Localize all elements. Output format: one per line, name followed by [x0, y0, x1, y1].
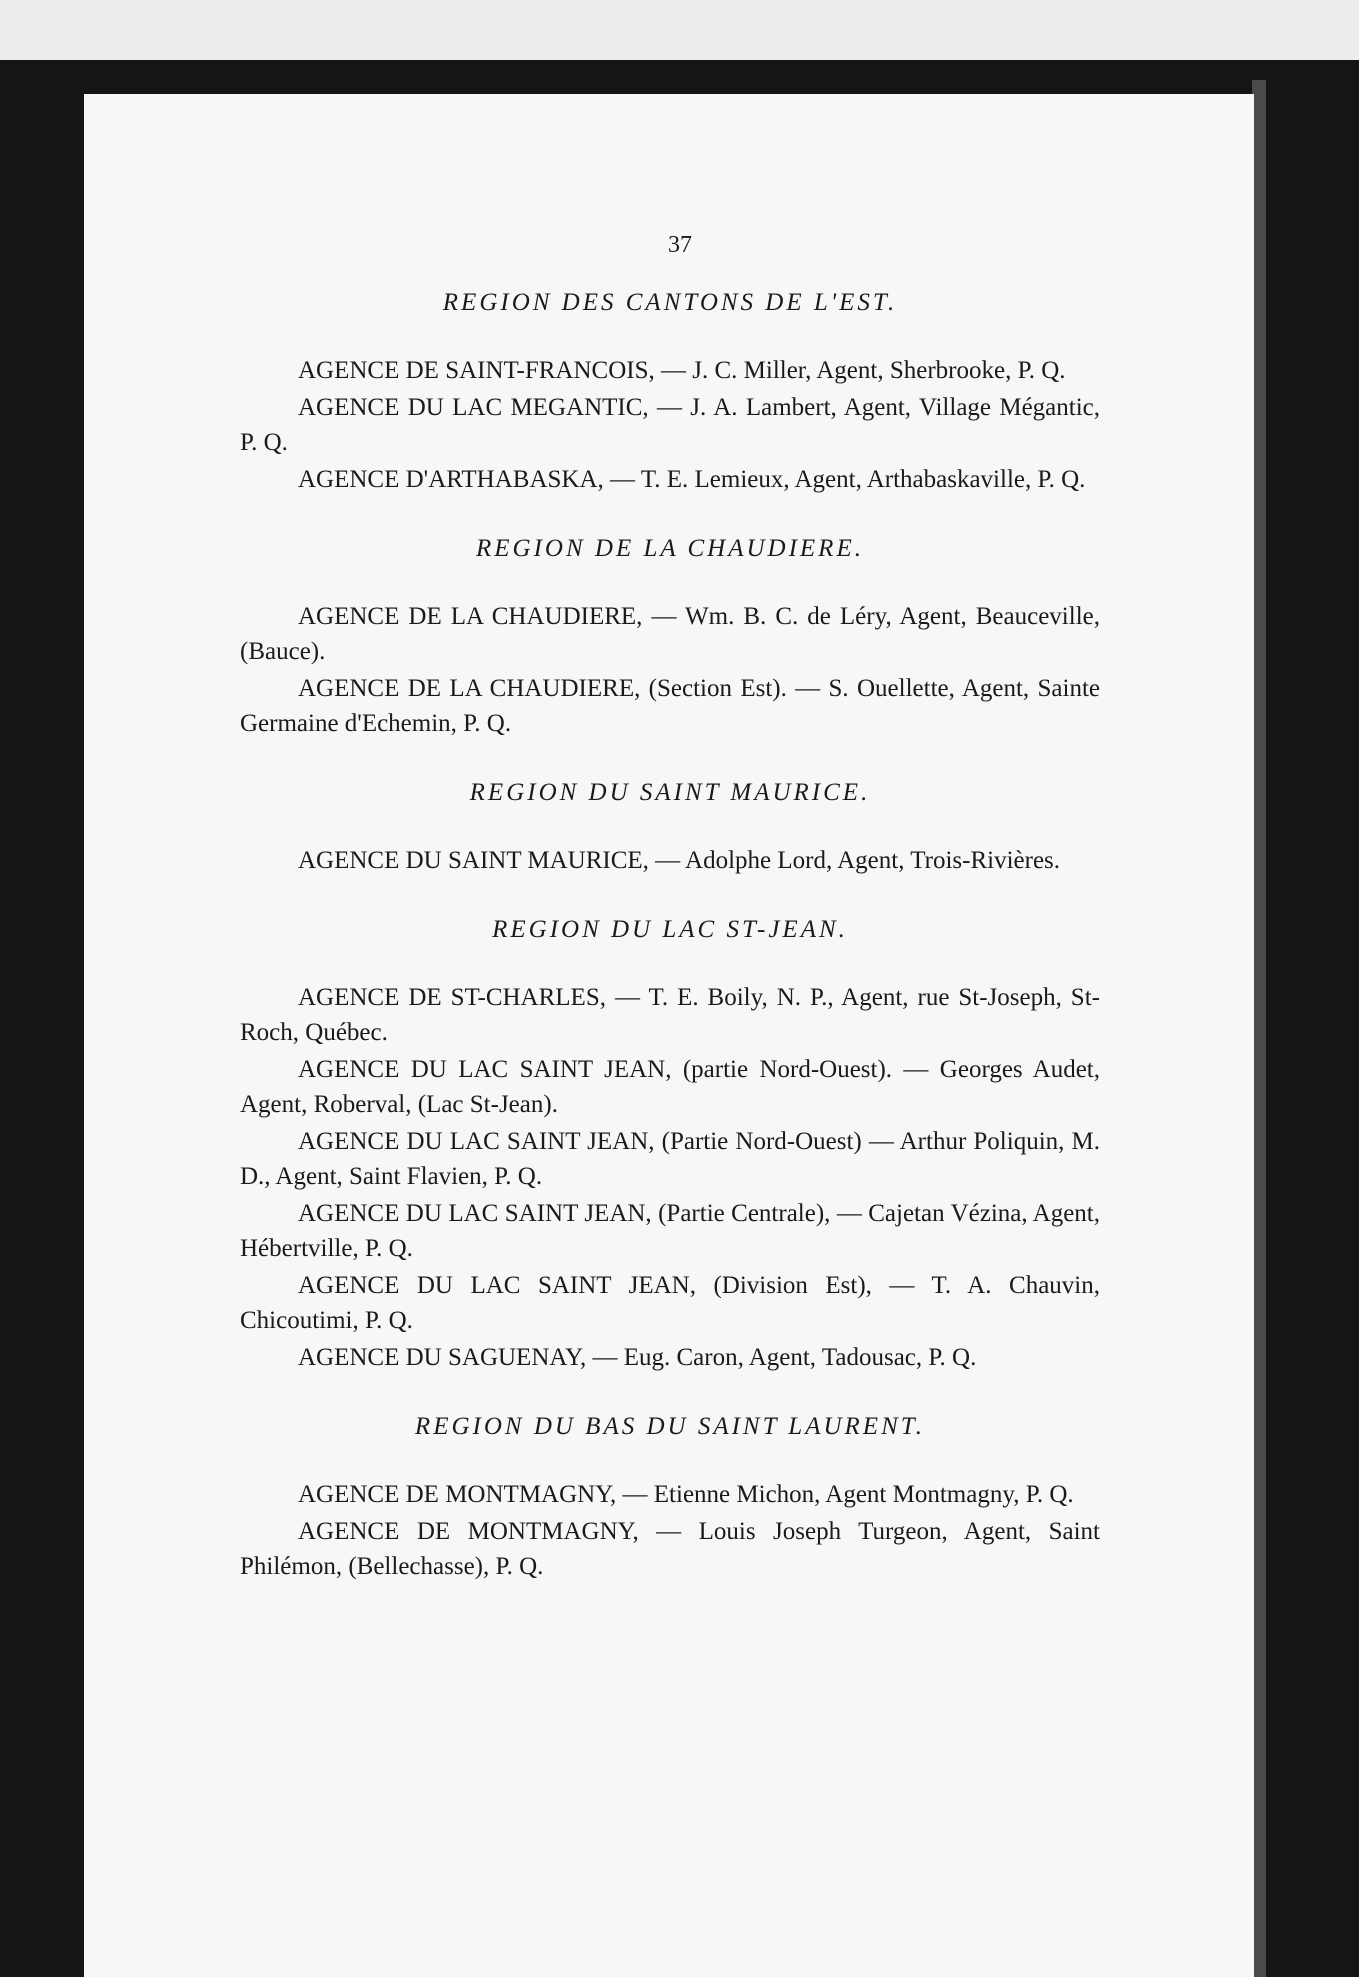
scan-border-top	[0, 60, 1359, 94]
region-heading: REGION DU BAS DU SAINT LAURENT.	[414, 1413, 926, 1440]
page-edge-right	[1252, 80, 1266, 1977]
region-heading: REGION DE LA CHAUDIERE.	[476, 535, 864, 562]
page-content	[240, 232, 1100, 1622]
region-section-bas-saint-laurent	[240, 1413, 1100, 1584]
region-section-cantons-est	[240, 289, 1100, 497]
region-heading: REGION DU SAINT MAURICE.	[469, 779, 871, 806]
scan-border-right	[1262, 70, 1359, 1977]
region-section-saint-maurice	[240, 779, 1100, 878]
agency-entry: AGENCE DU LAC SAINT JEAN, (Partie Nord-Ouest) — Arthur Poliquin, M. D., Agent, Saint Flavien, P. Q.	[240, 1128, 1100, 1190]
agency-entry: AGENCE DE MONTMAGNY, — Louis Joseph Turgeon, Agent, Saint Philémon, (Bellechasse), P. Q.	[240, 1518, 1100, 1580]
region-heading: REGION DU LAC ST-JEAN.	[492, 916, 848, 943]
agency-entry: AGENCE DE SAINT-FRANCOIS, — J. C. Miller, Agent, Sherbrooke, P. Q.	[298, 357, 1066, 384]
agency-entry: AGENCE DE ST-CHARLES, — T. E. Boily, N. P., Agent, rue St-Joseph, St-Roch, Québec.	[240, 984, 1100, 1046]
agency-entry: AGENCE DE LA CHAUDIERE, — Wm. B. C. de Léry, Agent, Beauceville, (Bauce).	[240, 603, 1100, 665]
agency-entry: AGENCE DU LAC SAINT JEAN, (partie Nord-Ouest). — Georges Audet, Agent, Roberval, (Lac St-Jean).	[240, 1056, 1100, 1118]
agency-entry: AGENCE DU LAC SAINT JEAN, (Division Est), — T. A. Chauvin, Chicoutimi, P. Q.	[240, 1272, 1100, 1334]
region-section-chaudiere	[240, 535, 1100, 741]
agency-entry: AGENCE DU LAC SAINT JEAN, (Partie Centrale), — Cajetan Vézina, Agent, Hébertville, P. Q.	[240, 1200, 1100, 1262]
agency-entry: AGENCE D'ARTHABASKA, — T. E. Lemieux, Agent, Arthabaskaville, P. Q.	[298, 466, 1086, 493]
scan-border-left	[0, 80, 84, 1977]
agency-entry: AGENCE DU SAINT MAURICE, — Adolphe Lord, Agent, Trois-Rivières.	[298, 847, 1061, 874]
agency-entry: AGENCE DE LA CHAUDIERE, (Section Est). — S. Ouellette, Agent, Sainte Germaine d'Echemin, P. Q.	[240, 675, 1100, 737]
region-section-lac-st-jean	[240, 916, 1100, 1375]
agency-entry: AGENCE DU LAC MEGANTIC, — J. A. Lambert, Agent, Village Mégantic, P. Q.	[240, 394, 1100, 456]
agency-entry: AGENCE DE MONTMAGNY, — Etienne Michon, Agent Montmagny, P. Q.	[298, 1481, 1074, 1508]
page-number: 37	[668, 232, 692, 258]
region-heading: REGION DES CANTONS DE L'EST.	[442, 289, 898, 316]
agency-entry: AGENCE DU SAGUENAY, — Eug. Caron, Agent, Tadousac, P. Q.	[298, 1344, 977, 1371]
